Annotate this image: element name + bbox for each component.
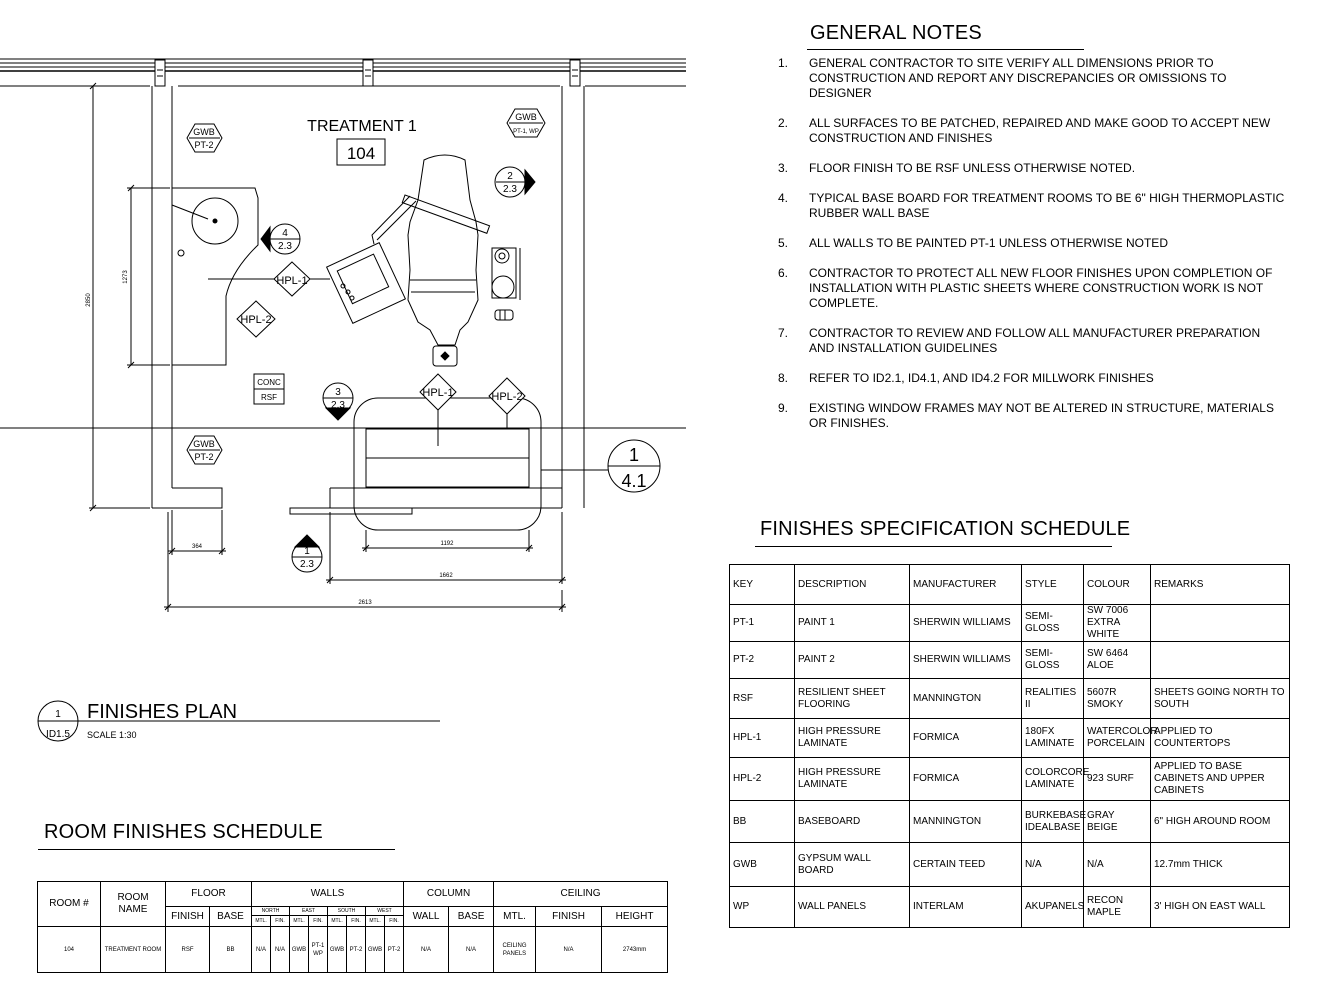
note-item: 7. CONTRACTOR TO REVIEW AND FOLLOW ALL MANUFACTURER PREPARATION AND INSTALLATION GUIDELINES [778,326,1261,355]
table-header-row: MTL. FIN. MTL. FIN. MTL. FIN. MTL. FIN. [38,916,668,927]
plan-bubble-sheet: ID1.5 [46,729,70,740]
general-notes-list [778,56,1288,446]
room-number-label: 104 [346,144,376,163]
table-row: HPL-2 HIGH PRESSURE LAMINATE FORMICA COLORCORE LAMINATE 923 SURF APPLIED TO BASE CABINETS AND UPPER CABINETS [730,758,1290,801]
dim-overall-width: 2613 [358,600,372,606]
table-row: PT-1 PAINT 1 SHERWIN WILLIAMS SEMI-GLOSS SW 7006 EXTRA WHITE [730,605,1290,642]
plan-label: 1 [304,546,310,557]
room-name-label: TREATMENT 1 [307,118,417,135]
dim-counter-height: 1273 [123,270,129,284]
plan-label: GWB [515,112,537,122]
dim-lower-span: 1662 [439,573,453,579]
plan-label: 4 [282,228,288,239]
plan-label: GWB [193,127,215,137]
general-notes-underline [807,49,1084,50]
dim-cabinet-width: 1192 [440,541,454,547]
plan-label: HPL-2 [240,314,272,326]
plan-label: PT-2 [194,140,214,150]
table-row: HPL-1 HIGH PRESSURE LAMINATE FORMICA 180FX LAMINATE WATERCOLOR PORCELAIN APPLIED TO COUNTERTOPS [730,719,1290,758]
plan-label: 3 [335,387,341,398]
finishes-spec-underline [755,546,1112,547]
plan-label: HPL-1 [422,387,454,399]
plan-label: GWB [193,439,215,449]
finishes-plan-drawing [0,0,700,760]
note-item: 2. ALL SURFACES TO BE PATCHED, REPAIRED AND MAKE GOOD TO ACCEPT NEW CONSTRUCTION AND FINISHES [778,116,1271,145]
plan-label: 2.3 [278,241,292,252]
table-row: GWB GYPSUM WALL BOARD CERTAIN TEED N/A N/A 12.7mm THICK [730,843,1290,887]
room-schedule-underline [38,849,395,850]
table-row: BB BASEBOARD MANNINGTON BURKEBASE IDEALBASE GRAY BEIGE 6" HIGH AROUND ROOM [730,801,1290,843]
finishes-plan-scale: SCALE 1:30 [87,730,137,740]
plan-label: 2.3 [331,400,345,411]
table-row: 104 TREATMENT ROOM RSF BB N/A N/A GWB PT-1 WP GWB PT-2 GWB PT-2 N/A N/A CEILING PANELS N/A 2743mm [38,927,668,973]
finishes-spec-table [729,564,1290,928]
note-item: 3. FLOOR FINISH TO BE RSF UNLESS OTHERWISE NOTED. [778,161,1136,175]
table-row: PT-2 PAINT 2 SHERWIN WILLIAMS SEMI-GLOSS SW 6464 ALOE [730,642,1290,679]
note-item: 5. ALL WALLS TO BE PAINTED PT-1 UNLESS OTHERWISE NOTED [778,236,1168,250]
finishes-spec-title: FINISHES SPECIFICATION SCHEDULE [760,518,1131,540]
general-notes-title: GENERAL NOTES [810,22,982,44]
note-item: 8. REFER TO ID2.1, ID4.1, AND ID4.2 FOR MILLWORK FINISHES [778,371,1154,385]
plan-label: PT-1, WP [513,129,539,135]
note-item: 4. TYPICAL BASE BOARD FOR TREATMENT ROOMS TO BE 6" HIGH THERMOPLASTIC RUBBER WALL BASE [778,191,1285,220]
tag-rsf: RSF [261,393,277,402]
plan-bubble-num: 1 [55,709,61,720]
table-header-row: KEY DESCRIPTION MANUFACTURER STYLE COLOUR REMARKS [730,565,1290,605]
table-row: WP WALL PANELS INTERLAM AKUPANELS RECON MAPLE 3' HIGH ON EAST WALL [730,887,1290,928]
table-row: RSF RESILIENT SHEET FLOORING MANNINGTON REALITIES II 5607R SMOKY SHEETS GOING NORTH TO SOUTH [730,679,1290,719]
plan-label: 2.3 [503,184,517,195]
plan-label: 4.1 [621,471,647,491]
dim-left-return: 364 [191,544,203,550]
dim-overall-height: 2850 [86,293,92,307]
room-schedule-title: ROOM FINISHES SCHEDULE [44,821,323,843]
note-item: 1. GENERAL CONTRACTOR TO SITE VERIFY ALL DIMENSIONS PRIOR TO CONSTRUCTION AND REPORT ANY DISCREPANCIES OR OMISSIONS TO DESIGNER [778,56,1227,100]
table-header-row: FINISH BASE NORTH EAST SOUTH WEST WALL BASE MTL. FINISH HEIGHT [38,907,668,916]
tag-conc: CONC [257,378,281,387]
plan-label: HPL-1 [276,275,308,287]
plan-label: 2 [507,171,513,182]
plan-label: PT-2 [194,452,214,462]
room-schedule-table [37,881,668,973]
plan-label: HPL-2 [491,391,523,403]
plan-label: 1 [628,445,640,465]
note-item: 6. CONTRACTOR TO PROTECT ALL NEW FLOOR FINISHES UPON COMPLETION OF INSTALLATION WITH PLASTIC SHEETS WHERE CONSTRUCTION WORK IS NOT COMPLETE. [778,266,1273,310]
note-item: 9. EXISTING WINDOW FRAMES MAY NOT BE ALTERED IN STRUCTURE, MATERIALS OR FINISHES. [778,401,1274,430]
finishes-plan-title: FINISHES PLAN [87,701,238,723]
table-header-row: ROOM # ROOM NAME FLOOR WALLS COLUMN CEILING [38,882,668,907]
plan-label: 2.3 [300,559,314,570]
